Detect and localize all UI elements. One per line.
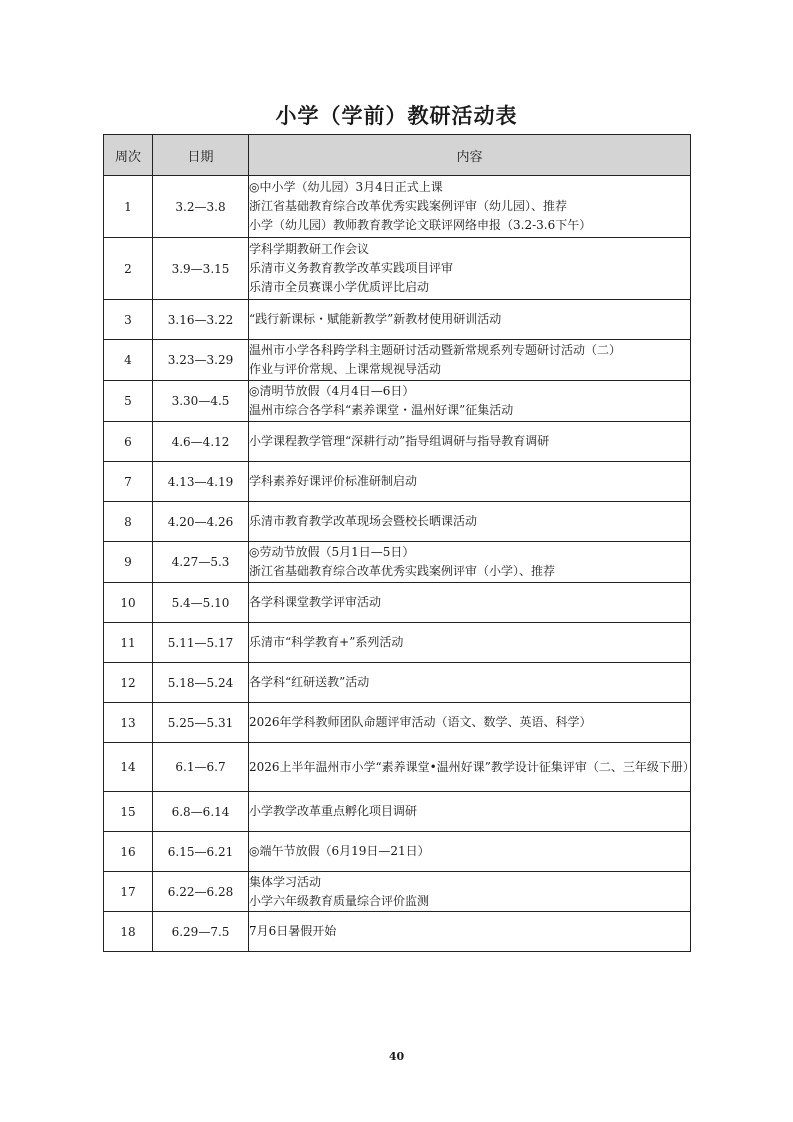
date-cell: 3.23—3.29 (153, 340, 249, 381)
table-row (104, 663, 691, 703)
content-line: 小学课程教学管理“深耕行动”指导组调研与指导教育调研 (249, 434, 550, 448)
date-cell: 5.11—5.17 (153, 623, 249, 663)
content-line: 温州市小学各科跨学科主题研讨活动暨新常规系列专题研讨活动（二） (249, 343, 622, 357)
date-cell: 3.16—3.22 (153, 300, 249, 340)
week-cell: 4 (104, 340, 153, 381)
date-cell: 4.13—4.19 (153, 462, 249, 502)
content-cell (249, 542, 691, 583)
table-row (104, 176, 691, 238)
date-cell: 6.15—6.21 (153, 832, 249, 872)
table-row (104, 542, 691, 583)
page-title: 小学（学前）教研活动表 (275, 104, 518, 128)
content-line: 集体学习活动 (249, 874, 322, 889)
table-row (104, 381, 691, 422)
content-line: 学科学期教研工作会议 (249, 242, 370, 256)
content-line: 7月6日暑假开始 (249, 924, 337, 938)
table-row (104, 462, 691, 502)
date-cell: 6.8—6.14 (153, 792, 249, 832)
table-row (104, 703, 691, 743)
date-cell: 3.30—4.5 (153, 381, 249, 422)
date-cell: 6.22—6.28 (153, 872, 249, 912)
content-cell (249, 502, 691, 542)
table-row (104, 422, 691, 462)
table-row (104, 832, 691, 872)
content-line: 乐清市义务教育教学改革实践项目评审 (249, 261, 454, 275)
week-cell: 6 (104, 422, 153, 462)
date-cell: 4.27—5.3 (153, 542, 249, 583)
content-line: 2026上半年温州市小学“素养课堂•温州好课”教学设计征集评审（二、三年级下册） (249, 759, 695, 774)
content-cell (249, 663, 691, 703)
week-cell: 12 (104, 663, 153, 703)
date-cell: 6.29—7.5 (153, 912, 249, 952)
content-line: 小学六年级教育质量综合评价监测 (249, 893, 430, 908)
content-line: 作业与评价常规、上课常规视导活动 (249, 362, 442, 376)
table-row (104, 792, 691, 832)
content-line: ◎中小学（幼儿园）3月4日正式上课 (249, 180, 443, 194)
week-cell: 10 (104, 583, 153, 623)
header-content: 内容 (249, 135, 691, 176)
date-cell: 5.18—5.24 (153, 663, 249, 703)
content-line: “践行新课标・赋能新教学”新教材使用研训活动 (249, 312, 502, 326)
content-line: ◎清明节放假（4月4日—6日） (249, 384, 415, 398)
content-cell (249, 872, 691, 912)
content-cell (249, 583, 691, 623)
date-cell: 4.20—4.26 (153, 502, 249, 542)
content-line: 2026年学科教师团队命题评审活动（语文、数学、英语、科学） (249, 715, 592, 729)
content-cell (249, 462, 691, 502)
content-cell (249, 832, 691, 872)
content-line: 乐清市“科学教育+”系列活动 (249, 635, 404, 649)
content-cell (249, 743, 695, 792)
table-row (104, 300, 691, 340)
content-line: 乐清市教育教学改革现场会暨校长晒课活动 (249, 514, 478, 528)
page-number: 40 (388, 1050, 405, 1063)
content-line: 乐清市全员赛课小学优质评比启动 (249, 280, 430, 294)
content-line: 各学科“红研送教”活动 (249, 675, 370, 689)
date-cell: 5.25—5.31 (153, 703, 249, 743)
week-cell: 14 (104, 743, 153, 792)
content-cell (249, 623, 691, 663)
activity-schedule-table (103, 134, 695, 952)
week-cell: 18 (104, 912, 153, 952)
content-line: 各学科课堂教学评审活动 (249, 595, 382, 609)
week-cell: 7 (104, 462, 153, 502)
week-cell: 13 (104, 703, 153, 743)
content-line: 浙江省基础教育综合改革优秀实践案例评审（小学）、推荐 (249, 564, 556, 578)
content-cell (249, 703, 691, 743)
week-cell: 5 (104, 381, 153, 422)
content-cell (249, 176, 691, 238)
date-cell: 4.6—4.12 (153, 422, 249, 462)
week-cell: 2 (104, 238, 153, 300)
content-cell (249, 300, 691, 340)
content-cell (249, 422, 691, 462)
table-header-row (104, 135, 691, 176)
table-row (104, 583, 691, 623)
content-cell (249, 792, 691, 832)
header-date: 日期 (153, 135, 249, 176)
week-cell: 1 (104, 176, 153, 238)
date-cell: 6.1—6.7 (153, 743, 249, 792)
week-cell: 8 (104, 502, 153, 542)
content-line: 浙江省基础教育综合改革优秀实践案例评审（幼儿园）、推荐 (249, 199, 568, 213)
content-cell (249, 381, 691, 422)
content-line: 学科素养好课评价标准研制启动 (249, 474, 418, 488)
table-row (104, 743, 691, 792)
content-cell (249, 340, 691, 381)
date-cell: 3.9—3.15 (153, 238, 249, 300)
date-cell: 3.2—3.8 (153, 176, 249, 238)
content-line: ◎端午节放假（6月19日—21日） (249, 844, 430, 858)
content-line: 小学（幼儿园）教师教育教学论文联评网络申报（3.2-3.6下午） (249, 218, 592, 232)
week-cell: 15 (104, 792, 153, 832)
header-week: 周次 (104, 135, 153, 176)
table-row (104, 872, 691, 912)
table-row (104, 623, 691, 663)
content-cell (249, 238, 691, 300)
content-line: 温州市综合各学科“素养课堂・温州好课”征集活动 (249, 403, 514, 417)
week-cell: 3 (104, 300, 153, 340)
week-cell: 16 (104, 832, 153, 872)
week-cell: 9 (104, 542, 153, 583)
content-cell (249, 912, 691, 952)
table-row (104, 238, 691, 300)
week-cell: 17 (104, 872, 153, 912)
table-row (104, 340, 691, 381)
content-line: ◎劳动节放假（5月1日—5日） (249, 545, 415, 559)
content-line: 小学教学改革重点孵化项目调研 (249, 804, 418, 818)
week-cell: 11 (104, 623, 153, 663)
table-row (104, 912, 691, 952)
table-row (104, 502, 691, 542)
date-cell: 5.4—5.10 (153, 583, 249, 623)
